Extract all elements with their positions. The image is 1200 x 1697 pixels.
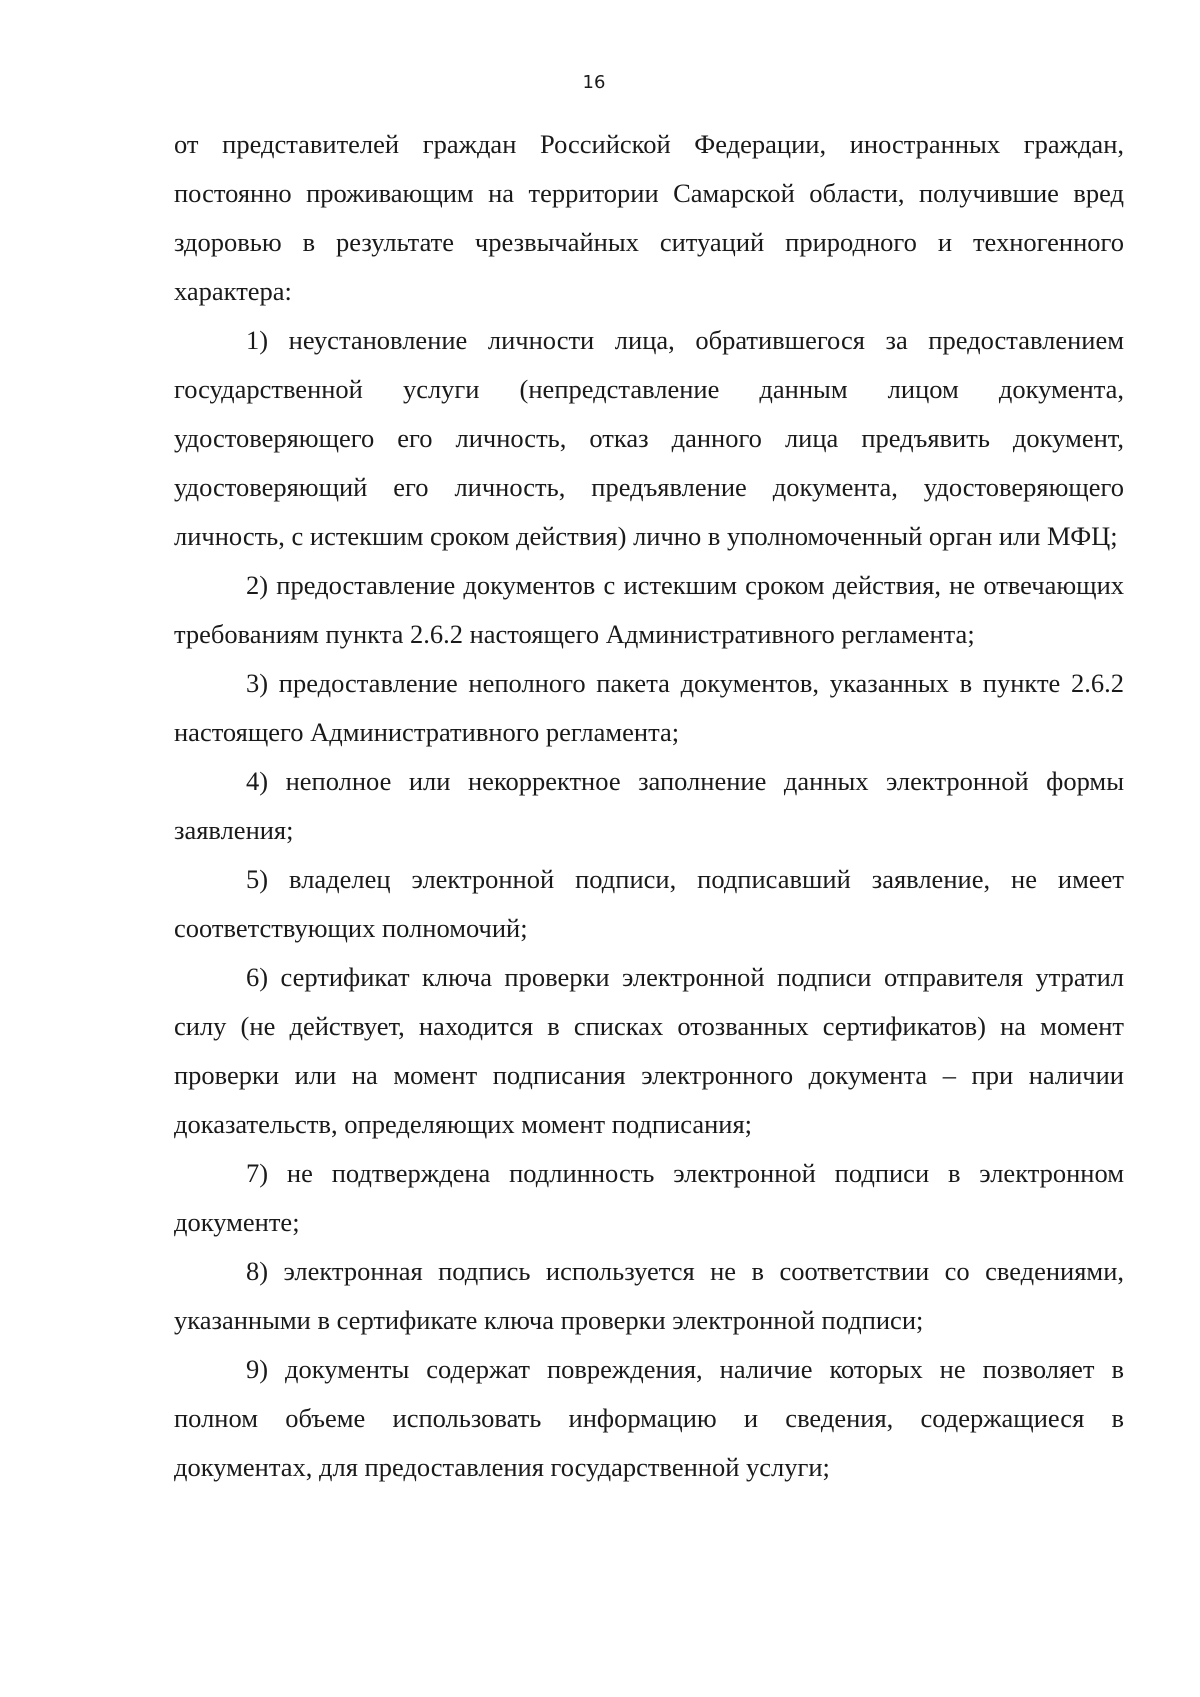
list-item-3: 3) предоставление неполного пакета документов, указанных в пункте 2.6.2 настоящего Административного регламента;	[174, 668, 1124, 747]
list-item-6: 6) сертификат ключа проверки электронной подписи отправителя утратил силу (не действует, находится в списках отозванных сертификатов) на момент проверки или на момент подписания электронного документа – при наличии доказательств, определяющих момент подписания;	[174, 962, 1124, 1139]
list-item-9: 9) документы содержат повреждения, наличие которых не позволяет в полном объеме использовать информацию и сведения, содержащиеся в документах, для предоставления государственной услуги;	[174, 1354, 1124, 1482]
list-item-5: 5) владелец электронной подписи, подписавший заявление, не имеет соответствующих полномочий;	[174, 864, 1124, 943]
page-number: 16	[582, 72, 606, 93]
list-item-2: 2) предоставление документов с истекшим сроком действия, не отвечающих требованиям пункта 2.6.2 настоящего Административного регламента;	[174, 570, 1124, 649]
paragraph-intro: от представителей граждан Российской Федерации, иностранных граждан, постоянно проживающим на территории Самарской области, получившие вред здоровью в результате чрезвычайных ситуаций природного и техногенного характера:	[174, 129, 1124, 306]
document-body	[174, 120, 1124, 1492]
list-item-7: 7) не подтверждена подлинность электронной подписи в электронном документе;	[174, 1158, 1124, 1237]
list-item-1: 1) неустановление личности лица, обратившегося за предоставлением государственной услуги (непредставление данным лицом документа, удостоверяющего его личность, отказ данного лица предъявить документ, удостоверяющий его личность, предъявление документа, удостоверяющего личность, с истекшим сроком действия) лично в уполномоченный орган или МФЦ;	[174, 325, 1124, 551]
list-item-8: 8) электронная подпись используется не в соответствии со сведениями, указанными в сертификате ключа проверки электронной подписи;	[174, 1256, 1124, 1335]
list-item-4: 4) неполное или некорректное заполнение данных электронной формы заявления;	[174, 766, 1124, 845]
